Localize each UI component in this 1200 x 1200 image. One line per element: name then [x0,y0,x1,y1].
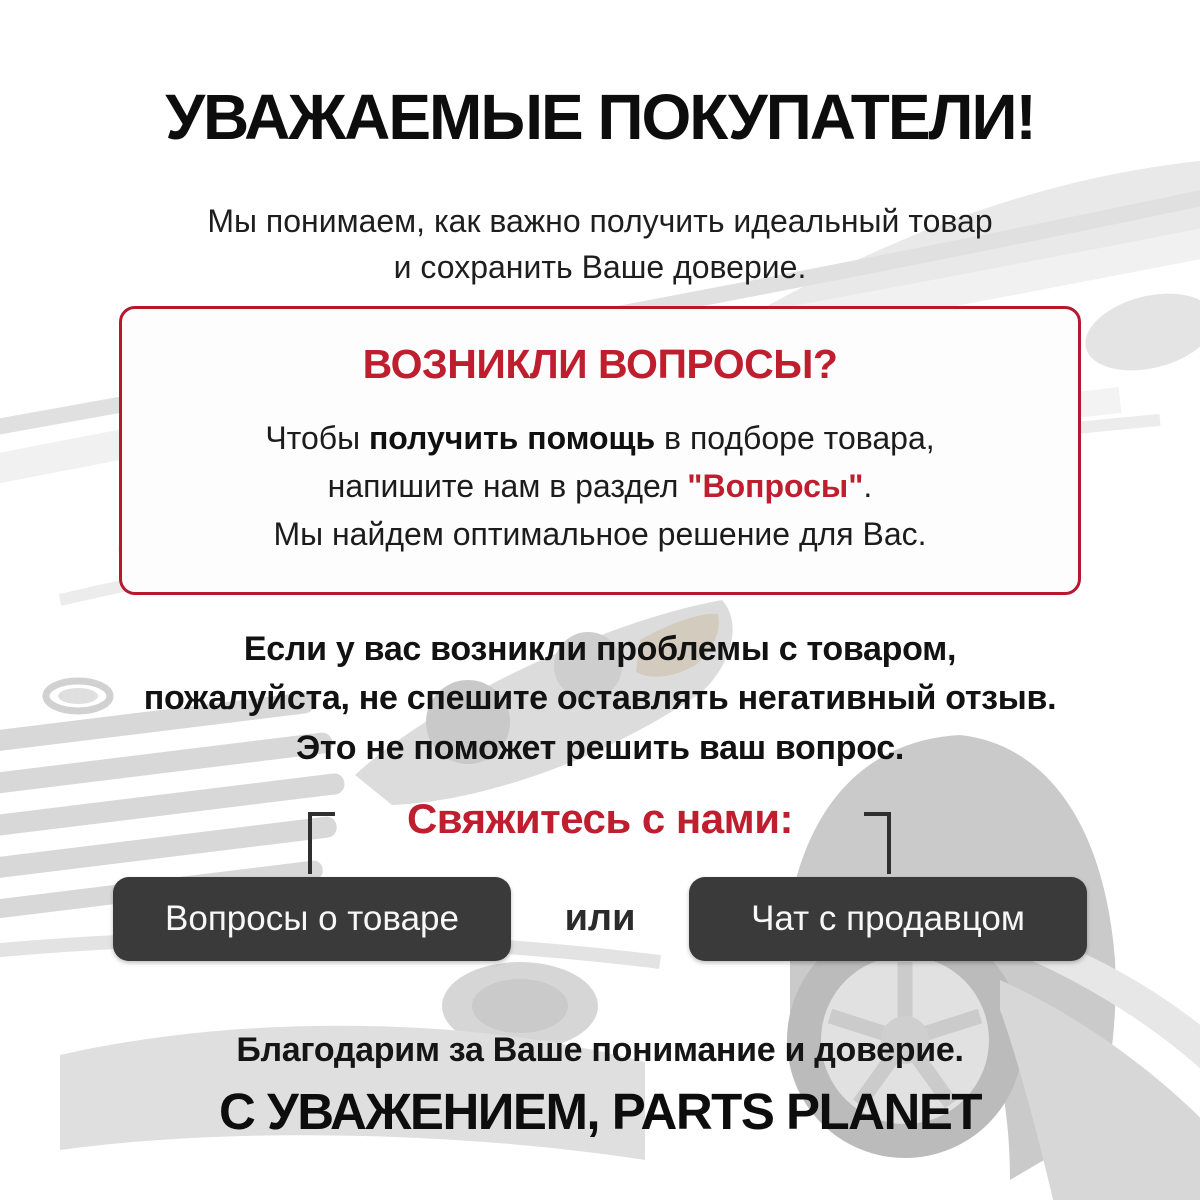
intro-line-2: и сохранить Ваше доверие. [393,248,807,285]
questions-section-link: "Вопросы" [687,468,864,505]
seller-chat-button[interactable]: Чат с продавцом [689,877,1087,961]
questions-box-body [142,414,1058,558]
questions-box [119,306,1081,595]
warning-line-3: Это не поможет решить ваш вопрос. [296,728,904,767]
intro-text [207,199,992,290]
intro-line-1: Мы понимаем, как важно получить идеальный товар [207,203,993,240]
warning-line-1: Если у вас возникли проблемы с товаром, [243,630,957,669]
questions-box-title: ВОЗНИКЛИ ВОПРОСЫ? [362,341,838,388]
footer-thanks: Благодарим за Ваше понимание и доверие. [236,1030,964,1069]
right-connector-line [864,812,891,874]
questions-line-1: Чтобы получить помощь в подборе товара, [265,420,935,457]
warning-text [144,625,1057,773]
left-connector-line [308,812,335,874]
questions-line-3: Мы найдем оптимальное решение для Вас. [273,516,927,553]
page-title: УВАЖАЕМЫЕ ПОКУПАТЕЛИ! [165,81,1035,153]
product-questions-button[interactable]: Вопросы о товаре [113,877,511,961]
questions-line-2: напишите нам в раздел "Вопросы". [327,468,873,505]
contact-section [0,795,1200,961]
footer-signature: С УВАЖЕНИЕМ, PARTS PLANET [218,1082,981,1140]
warning-line-2: пожалуйста, не спешите оставлять негативный отзыв. [143,679,1057,718]
contact-title: Свяжитесь с нами: [406,794,794,842]
or-separator: или [564,897,636,940]
